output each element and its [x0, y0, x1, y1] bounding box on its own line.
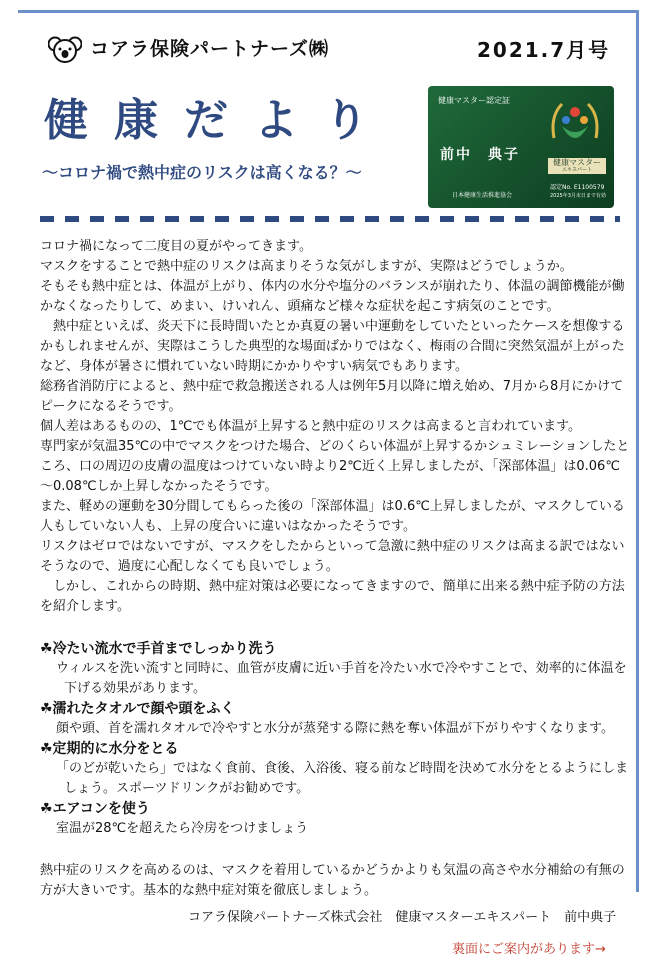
paragraph: 専門家が気温35℃の中でマスクをつけた場合、どのくらい体温が上昇するかシュミレーションしたところ、口の周辺の皮膚の温度はつけていない時より2℃近く上昇しましたが、「深部体温」は0.06℃～0.08℃しか上昇しなかったそうです。 [40, 439, 630, 494]
card-expiry: 2025年3月末日まで有効 [550, 193, 606, 199]
issue-date: 2021.7月号 [477, 38, 611, 62]
tips-list [40, 639, 632, 839]
page-subtitle: ～コロナ禍で熱中症のリスクは高くなる？～ [42, 163, 362, 182]
signature: コアラ保険パートナーズ株式会社 健康マスターエキスパート 前中典子 [188, 910, 617, 925]
paragraph: マスクをすることで熱中症のリスクは高まりそうな気がしますが、実際はどうでしょうか。 [40, 259, 573, 274]
card-number: 認定No. E1100579 [550, 184, 605, 191]
tip-heading: ☘冷たい流水で手首までしっかり洗う [40, 641, 277, 657]
back-page-note: 裏面にご案内があります→ [452, 942, 606, 957]
paragraph: 熱中症といえば、炎天下に長時間いたとか真夏の暑い中運動をしていたといったケースを想像するかもしれませんが、実際はこうした典型的な場面ばかりではなく、梅雨の合間に突然気温が上がったなど、身体が暑さに慣れていない時期にかかりやすい病気でもあります。 [40, 319, 625, 374]
tip-body: 室温が28℃を超えたら冷房をつけましょう [56, 821, 309, 836]
tip-body: ウィルスを洗い流すと同時に、血管が皮膚に近い手首を冷たい水で冷やすことで、効率的に体温を下げる効果があります。 [56, 661, 627, 696]
company-name: コアラ保険パートナーズ㈱ [90, 38, 330, 60]
certificate-card [428, 86, 614, 208]
paragraph: コロナ禍になって二度目の夏がやってきます。 [40, 239, 312, 254]
card-badge [548, 158, 606, 174]
paragraph: 個人差はあるものの、1℃でも体温が上昇すると熱中症のリスクは高まると言われています。 [40, 419, 582, 434]
tip-heading: ☘定期的に水分をとる [40, 741, 179, 757]
frame-top-border [18, 10, 638, 13]
card-badge-sub: エキスパート [562, 167, 592, 173]
dashed-divider [40, 215, 620, 223]
article-body [40, 237, 632, 901]
health-master-seal-icon [548, 98, 602, 156]
paragraph: そもそも熱中症とは、体温が上がり、体内の水分や塩分のバランスが崩れたり、体温の調節機能が働かなくなったりして、めまい、けいれん、頭痛など様々な症状を起こす病気のことです。 [40, 279, 625, 314]
closing-paragraph: 熱中症のリスクを高めるのは、マスクを着用しているかどうかよりも気温の高さや水分補給の有無の方が大きいです。基本的な熱中症対策を徹底しましょう。 [40, 863, 625, 898]
paragraph: しかし、これからの時期、熱中症対策は必要になってきますので、簡単に出来る熱中症予防の方法を紹介します。 [40, 579, 625, 614]
card-title: 健康マスター認定証 [438, 96, 510, 105]
tip-heading: ☘濡れたタオルで顔や頭をふく [40, 701, 235, 717]
paragraph: また、軽めの運動を30分間してもらった後の「深部体温」は0.6℃上昇しましたが、マスクしている人もしていない人も、上昇の度合いに違いはなかったそうです。 [40, 499, 625, 534]
tip-body: 「のどが乾いたら」ではなく食前、食後、入浴後、寝る前など時間を決めて水分をとるようにしましょう。スポーツドリンクがお勧めです。 [56, 761, 629, 796]
koala-icon [48, 34, 82, 64]
paragraph: リスクはゼロではないですが、マスクをしたからといって急激に熱中症のリスクは高まる訳ではないそうなので、過度に心配しなくても良いでしょう。 [40, 539, 625, 574]
card-badge-label: 健康マスター [553, 158, 601, 167]
card-organization: 日本健康生活推進協会 [452, 192, 513, 199]
tip-heading: ☘エアコンを使う [40, 801, 150, 817]
card-holder-name: 前中 典子 [440, 147, 520, 163]
frame-right-border [636, 10, 639, 892]
paragraph: 総務省消防庁によると、熱中症で救急搬送される人は例年5月以降に増え始め、7月から8月にかけてピークになるそうです。 [40, 379, 624, 414]
tip-body: 顔や頭、首を濡れタオルで冷やすと水分が蒸発する際に熱を奪い体温が下がりやすくなります。 [56, 721, 614, 736]
page-title: 健康だより [44, 95, 394, 146]
